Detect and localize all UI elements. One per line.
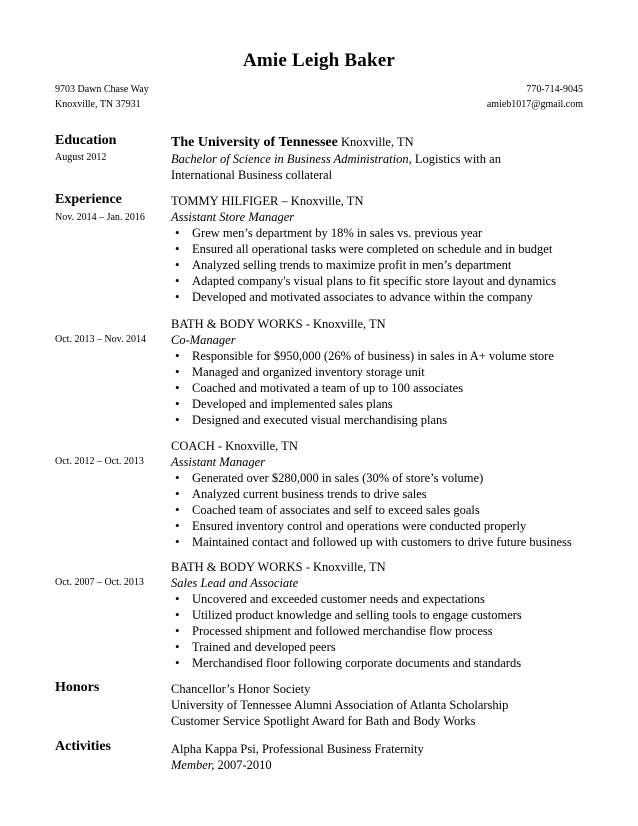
honor-item: University of Tennessee Alumni Association of Atlanta Scholarship <box>171 698 509 712</box>
bullet-item: • Analyzed current business trends to drive sales <box>171 486 591 502</box>
job-date: Nov. 2014 – Jan. 2016 <box>55 212 145 223</box>
job-date: Oct. 2012 – Oct. 2013 <box>55 456 144 467</box>
address-street: 9703 Dawn Chase Way <box>55 84 149 95</box>
school-location: Knoxville, TN <box>337 135 414 149</box>
bullet-item: • Uncovered and exceeded customer needs and expectations <box>171 591 591 607</box>
job-date: Oct. 2007 – Oct. 2013 <box>55 577 144 588</box>
bullet-item: • Ensured all operational tasks were completed on schedule and in budget <box>171 241 591 257</box>
job-title: Co-Manager <box>171 333 236 347</box>
job-bullets <box>171 470 591 550</box>
job-entry <box>171 316 591 428</box>
contact-block <box>487 82 583 112</box>
job-employer: BATH & BODY WORKS - Knoxville, TN <box>171 560 386 574</box>
job-bullets <box>171 348 591 428</box>
degree-name: Bachelor of Science in Business Administration, <box>171 152 412 166</box>
experience-heading: Experience <box>55 192 122 207</box>
bullet-item: • Utilized product knowledge and selling tools to engage customers <box>171 607 591 623</box>
bullet-item: • Designed and executed visual merchandising plans <box>171 412 591 428</box>
bullet-item: • Developed and motivated associates to advance within the company <box>171 289 591 305</box>
member-label: Member, <box>171 758 215 772</box>
job-employer: COACH - Knoxville, TN <box>171 439 298 453</box>
job-title: Assistant Manager <box>171 455 266 469</box>
bullet-item: • Responsible for $950,000 (26% of business) in sales in A+ volume store <box>171 348 591 364</box>
bullet-item: • Coached and motivated a team of up to 100 associates <box>171 380 591 396</box>
honor-item: Chancellor’s Honor Society <box>171 682 311 696</box>
honors-block <box>171 681 591 729</box>
bullet-item: • Coached team of associates and self to exceed sales goals <box>171 502 591 518</box>
honors-heading: Honors <box>55 680 100 695</box>
bullet-item: • Analyzed selling trends to maximize profit in men’s department <box>171 257 591 273</box>
education-block <box>171 134 591 183</box>
bullet-item: • Ensured inventory control and operations were conducted properly <box>171 518 591 534</box>
phone-number: 770-714-9045 <box>526 84 583 95</box>
activities-block <box>171 741 591 773</box>
degree-major: Logistics with an <box>411 152 501 166</box>
job-entry <box>171 438 591 550</box>
bullet-item: • Generated over $280,000 in sales (30% of store’s volume) <box>171 470 591 486</box>
candidate-name: Amie Leigh Baker <box>242 50 396 71</box>
address-city: Knoxville, TN 37931 <box>55 99 141 110</box>
bullet-item: • Grew men’s department by 18% in sales vs. previous year <box>171 225 591 241</box>
job-employer: TOMMY HILFIGER – Knoxville, TN <box>171 194 364 208</box>
address-block <box>55 82 149 112</box>
bullet-item: • Maintained contact and followed up with customers to drive future business <box>171 534 591 550</box>
bullet-item: • Processed shipment and followed merchandise flow process <box>171 623 591 639</box>
honor-item: Customer Service Spotlight Award for Bath and Body Works <box>171 714 476 728</box>
job-bullets <box>171 591 591 671</box>
bullet-item: • Managed and organized inventory storage unit <box>171 364 591 380</box>
job-title: Sales Lead and Associate <box>171 576 299 590</box>
activities-heading: Activities <box>55 739 111 754</box>
member-years: 2007-2010 <box>214 758 272 772</box>
job-title: Assistant Store Manager <box>171 210 295 224</box>
job-entry <box>171 193 591 305</box>
bullet-item: • Merchandised floor following corporate documents and standards <box>171 655 591 671</box>
education-date: August 2012 <box>55 152 107 163</box>
job-bullets <box>171 225 591 305</box>
bullet-item: • Adapted company's visual plans to fit specific store layout and dynamics <box>171 273 591 289</box>
bullet-item: • Developed and implemented sales plans <box>171 396 591 412</box>
job-date: Oct. 2013 – Nov. 2014 <box>55 334 147 345</box>
activity-org: Alpha Kappa Psi, Professional Business Fraternity <box>171 742 424 756</box>
email-address: amieb1017@gmail.com <box>486 99 583 110</box>
job-entry <box>171 559 591 671</box>
bullet-item: • Trained and developed peers <box>171 639 591 655</box>
education-heading: Education <box>55 133 117 148</box>
school-name: The University of Tennessee <box>171 135 338 150</box>
degree-collateral: International Business collateral <box>171 168 333 182</box>
job-employer: BATH & BODY WORKS - Knoxville, TN <box>171 317 386 331</box>
